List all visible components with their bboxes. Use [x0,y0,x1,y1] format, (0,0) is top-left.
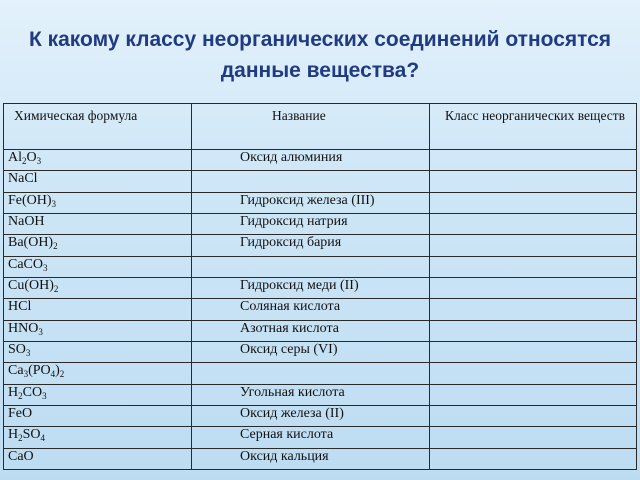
formula-subscript: 2 [59,369,65,380]
class-cell[interactable] [430,192,637,213]
name-cell: Гидроксид бария [192,235,430,256]
formula-cell [4,448,192,469]
class-cell[interactable] [430,150,637,171]
formula-subscript: 3 [38,326,43,337]
class-cell[interactable] [430,448,637,469]
class-cell[interactable] [430,277,637,298]
name-cell: Серная кислота [192,427,430,448]
class-cell[interactable] [430,320,637,341]
formula-cell [4,277,192,298]
name-cell [192,363,430,384]
name-cell: Азотная кислота [192,320,430,341]
formula-text: H [8,384,19,400]
table-row [4,384,637,405]
formula-cell [4,384,192,405]
table-row [4,320,637,341]
name-cell: Оксид кальция [192,448,430,469]
substances-table [3,103,637,470]
formula-text: ) [55,363,60,379]
table-row [4,405,637,426]
formula-cell [4,171,192,192]
formula-text: SO [22,427,41,443]
header-class: Класс неорганических веществ [430,104,637,150]
class-cell[interactable] [430,299,637,320]
formula-cell [4,363,192,384]
class-cell[interactable] [430,384,637,405]
name-cell: Оксид алюминия [192,150,430,171]
formula-subscript: 2 [53,283,59,294]
formula-subscript: 2 [22,156,27,166]
formula-cell [4,299,192,320]
name-cell: Оксид серы (VI) [192,341,430,362]
formula-cell [4,405,192,426]
formula-subscript: 3 [36,156,42,166]
table-row [4,341,637,362]
class-cell[interactable] [430,341,637,362]
name-cell: Гидроксид железа (III) [192,192,430,213]
formula-text: NaCl [8,171,38,187]
formula-subscript: 2 [18,390,23,401]
name-cell [192,171,430,192]
formula-text: Ca [8,363,24,379]
class-cell[interactable] [430,171,637,192]
formula-text: HCl [8,299,32,315]
class-cell[interactable] [430,256,637,277]
formula-subscript: 4 [40,433,46,444]
formula-subscript: 2 [18,433,23,444]
formula-subscript: 2 [53,241,58,252]
table-row [4,448,637,469]
formula-text: CaCO [8,256,43,272]
name-cell: Оксид железа (II) [192,405,430,426]
formula-text: Al [8,150,22,165]
formula-subscript: 3 [43,262,48,273]
formula-cell [4,427,192,448]
page-title: К какому классу неорганических соединений относятся данные вещества? [28,28,612,82]
table-row [4,171,637,192]
formula-subscript: 3 [25,347,31,358]
table-row [4,427,637,448]
header-name: Название [192,104,430,150]
formula-cell [4,150,192,171]
formula-text: H [8,427,19,443]
formula-text: HNO [8,320,39,336]
formula-cell [4,320,192,341]
formula-text: CaO [8,448,34,464]
name-cell [192,256,430,277]
formula-text: CO [22,384,43,400]
formula-cell [4,341,192,362]
table-header-row [4,104,637,150]
table-body [4,150,637,470]
class-cell[interactable] [430,405,637,426]
substances-table-container [3,103,636,470]
table-row [4,363,637,384]
table-row [4,277,637,298]
formula-subscript: 3 [42,390,47,401]
name-cell: Гидроксид натрия [192,213,430,234]
class-cell[interactable] [430,427,637,448]
name-cell: Гидроксид меди (II) [192,277,430,298]
table-row [4,299,637,320]
table-row [4,213,637,234]
name-cell: Угольная кислота [192,384,430,405]
formula-subscript: 3 [23,369,29,380]
class-cell[interactable] [430,363,637,384]
formula-subscript: 4 [50,369,56,380]
class-cell[interactable] [430,235,637,256]
formula-text: (PO [28,363,51,379]
formula-text: Fe(OH) [8,192,52,208]
table-row [4,192,637,213]
formula-cell [4,235,192,256]
table-row [4,235,637,256]
formula-text: FeO [8,405,33,421]
formula-cell [4,213,192,234]
formula-subscript: 3 [51,198,57,209]
formula-text: NaOH [8,213,45,229]
formula-cell [4,192,192,213]
name-cell: Соляная кислота [192,299,430,320]
formula-text: Cu(OH) [8,277,54,293]
formula-text: Ba(OH) [8,235,54,251]
formula-text: SO [8,341,26,357]
header-formula: Химическая формула [4,104,192,150]
class-cell[interactable] [430,213,637,234]
table-row [4,256,637,277]
formula-text: O [26,150,37,165]
table-row [4,150,637,171]
formula-cell [4,256,192,277]
